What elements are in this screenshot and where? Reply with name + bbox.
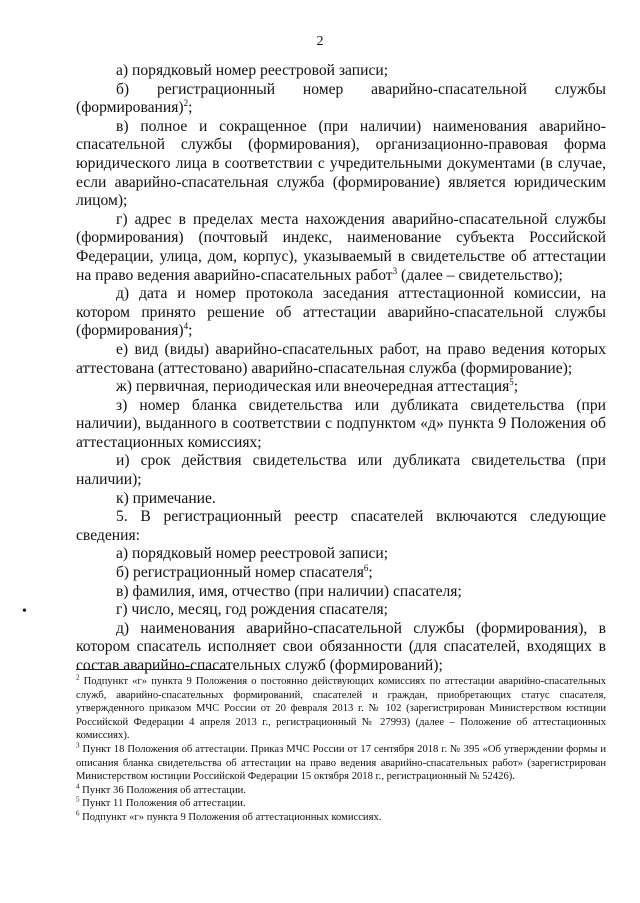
paragraph: б) регистрационный номер спасателя$^6$; [116,562,373,582]
paragraph: и) срок действия свидетельства или дубликата свидетельства (при наличии); [76,452,606,489]
footnote-ref[interactable]: 5 [509,376,514,387]
footnote: $^6$ Подпункт «г» пункта 9 Положения об аттестационных комиссиях. [76,809,382,823]
paragraph: в) фамилия, имя, отчество (при наличии) спасателя; [116,582,462,600]
page-number: 2 [316,34,324,49]
footnote: $^3$ Пункт 18 Положения об аттестации. Приказ МЧС России от 17 сентября 2018 г. № 395 «Об утверждении формы и описания бланка свидетельства об аттестации на право ведения аварийно-спасательных работ» (зарегистрирован Министерством юстиции Российской Федерации 15 октября 2018 г., регистрационный № 52426). [76,741,606,783]
paragraph: а) порядковый номер реестровой записи; [116,545,389,563]
footnote-ref[interactable]: 6 [363,562,369,573]
footnote-ref[interactable]: 2 [183,98,189,108]
paragraph: ж) первичная, периодическая или внеочередная аттестация$^5$; [116,376,519,396]
paragraph: б) регистрационный номер аварийно-спасательной службы (формирования)$^2$; [76,80,606,117]
footnote-ref[interactable]: 4 [183,321,189,332]
paragraph: а) порядковый номер реестровой записи; [116,62,389,79]
paragraph: д) дата и номер протокола заседания аттестационной комиссии, на котором принято решение об аттестации аварийно-спасательной службы (формирования)$^4$; [76,285,606,340]
footnote: $^2$ Подпункт «г» пункта 9 Положения о постоянно действующих комиссиях по аттестации аварийно-спасательных служб, аварийно-спасательных формирований, спасателей и граждан, приобретающих статус спасателя, утвержденного приказом МЧС России от 20 февраля 2013 г. № 102 (зарегистрирован Министерством юстиции Российской Федерации 4 апреля 2013 г., регистрационный № 27993) (далее – Положение об аттестационных комиссиях). [76,673,606,742]
document-body [76,62,606,676]
footnote-separator [76,669,228,670]
paragraph: д) наименования аварийно-спасательной службы (формирования), в котором спасатель исполняет свои обязанности (для спасателей, входящих в состав аварийно-спасательных служб (формирований); [76,619,606,674]
footnote: $^5$ Пункт 11 Положения об аттестации. [76,795,246,810]
footnote: $^4$ Пункт 36 Положения об аттестации. [76,782,246,796]
paragraph: з) номер бланка свидетельства или дубликата свидетельства (при наличии), выданного в соответствии с подпунктом «д» пункта 9 Положения об аттестационных комиссиях; [76,396,606,451]
margin-mark: • [22,604,27,619]
paragraph: е) вид (виды) аварийно-спасательных работ, на право ведения которых аттестована (аттестовано) аварийно-спасательная служба (формирование); [76,340,606,377]
paragraph: г) число, месяц, год рождения спасателя; [116,601,389,619]
paragraph: в) полное и сокращенное (при наличии) наименования аварийно-спасательной службы (формирования), организационно-правовая форма юридического лица в соответствии с учредительными документами (в случае, если аварийно-спасательная служба (формирование) является юридическим лицом); [76,117,606,210]
footnote-ref[interactable]: 3 [392,265,398,276]
paragraph: к) примечание. [116,489,216,507]
paragraph: г) адрес в пределах места нахождения аварийно-спасательной службы (формирования) (почтовый индекс, наименование субъекта Российской Федерации, улица, дом, корпус), указываемый в свидетельстве об аттестации на право ведения аварийно-спасательных работ$^3$ (далее – свидетельство); [76,210,606,284]
paragraph: 5. В регистрационный реестр спасателей включаются следующие сведения: [76,508,606,544]
footnotes [76,675,606,825]
